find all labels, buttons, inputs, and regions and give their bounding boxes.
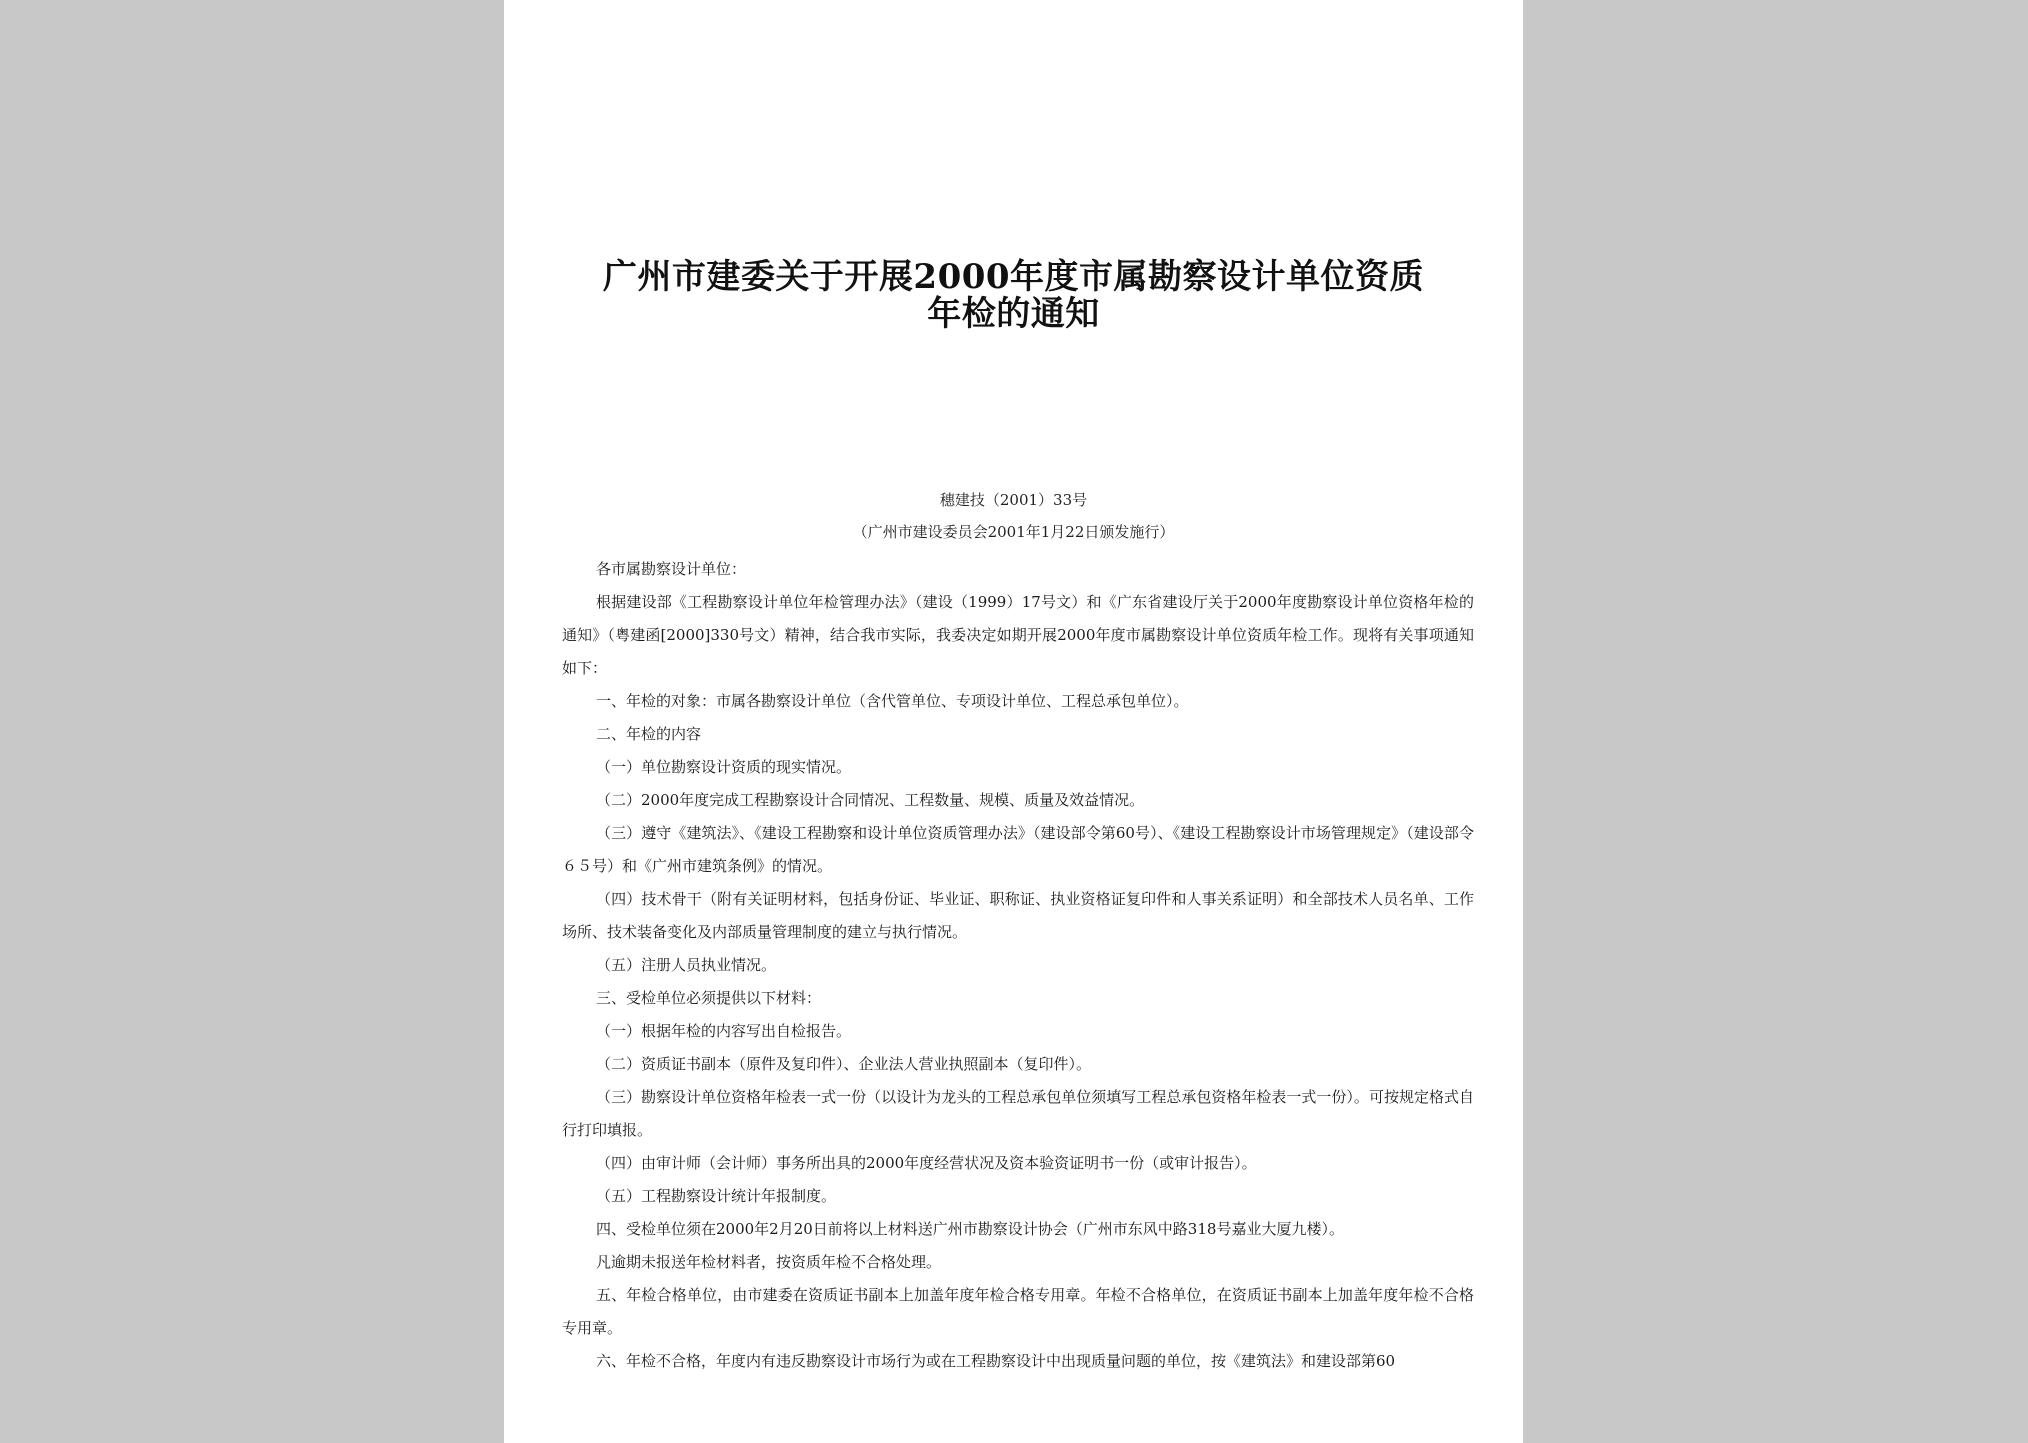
section-heading: 二、年检的内容 xyxy=(596,725,702,743)
list-item: （一）单位勘察设计资质的现实情况。 xyxy=(596,758,852,776)
body-paragraph: 六、年检不合格，年度内有违反勘察设计市场行为或在工程勘察设计中出现质量问题的单位，按《建筑法》和建设部第60 xyxy=(596,1352,1396,1370)
list-item: （三）勘察设计单位资格年检表一式一份（以设计为龙头的工程总承包单位须填写工程总承包资格年检表一式一份）。可按规定格式自行打印填报。 xyxy=(562,1088,1474,1139)
list-item: （四）技术骨干（附有关证明材料，包括身份证、毕业证、职称证、执业资格证复印件和人事关系证明）和全部技术人员名单、工作场所、技术装备变化及内部质量管理制度的建立与执行情况。 xyxy=(562,890,1474,941)
title-line-2: 年检的通知 xyxy=(927,294,1100,334)
list-item: （三）遵守《建筑法》、《建设工程勘察和设计单位资质管理办法》（建设部令第60号）、《建设工程勘察设计市场管理规定》（建设部令６５号）和《广州市建筑条例》的情况。 xyxy=(562,824,1474,875)
list-item: （五）工程勘察设计统计年报制度。 xyxy=(596,1187,837,1205)
title-line-1: 广州市建委关于开展2000年度市属勘察设计单位资质 xyxy=(602,257,1425,297)
list-item: （二）资质证书副本（原件及复印件）、企业法人营业执照副本（复印件）。 xyxy=(596,1055,1092,1073)
document-page xyxy=(504,0,1523,1443)
list-item: （一）根据年检的内容写出自检报告。 xyxy=(596,1022,852,1040)
document-body xyxy=(562,553,1474,1378)
issued-by-line: （广州市建设委员会2001年1月22日颁发施行） xyxy=(852,523,1175,541)
body-paragraph: 凡逾期未报送年检材料者，按资质年检不合格处理。 xyxy=(596,1253,942,1271)
body-paragraph: 一、年检的对象：市属各勘察设计单位（含代管单位、专项设计单位、工程总承包单位）。 xyxy=(596,692,1189,710)
body-paragraph: 五、年检合格单位，由市建委在资质证书副本上加盖年度年检合格专用章。年检不合格单位，在资质证书副本上加盖年度年检不合格专用章。 xyxy=(562,1286,1474,1337)
salutation: 各市属勘察设计单位： xyxy=(596,560,747,578)
document-title xyxy=(504,259,1523,333)
list-item: （二）2000年度完成工程勘察设计合同情况、工程数量、规模、质量及效益情况。 xyxy=(596,791,1145,809)
section-heading: 三、受检单位必须提供以下材料： xyxy=(596,989,822,1007)
document-number: 穗建技（2001）33号 xyxy=(939,491,1088,509)
body-paragraph: 四、受检单位须在2000年2月20日前将以上材料送广州市勘察设计协会（广州市东风中路318号嘉业大厦九楼）。 xyxy=(596,1220,1344,1238)
list-item: （五）注册人员执业情况。 xyxy=(596,956,777,974)
body-paragraph: 根据建设部《工程勘察设计单位年检管理办法》（建设（1999）17号文）和《广东省建设厅关于2000年度勘察设计单位资格年检的通知》（粤建函[2000]330号文）精神，结合我市实际，我委决定如期开展2000年度市属勘察设计单位资质年检工作。现将有关事项通知如下： xyxy=(562,593,1474,677)
list-item: （四）由审计师（会计师）事务所出具的2000年度经营状况及资本验资证明书一份（或审计报告）。 xyxy=(596,1154,1257,1172)
